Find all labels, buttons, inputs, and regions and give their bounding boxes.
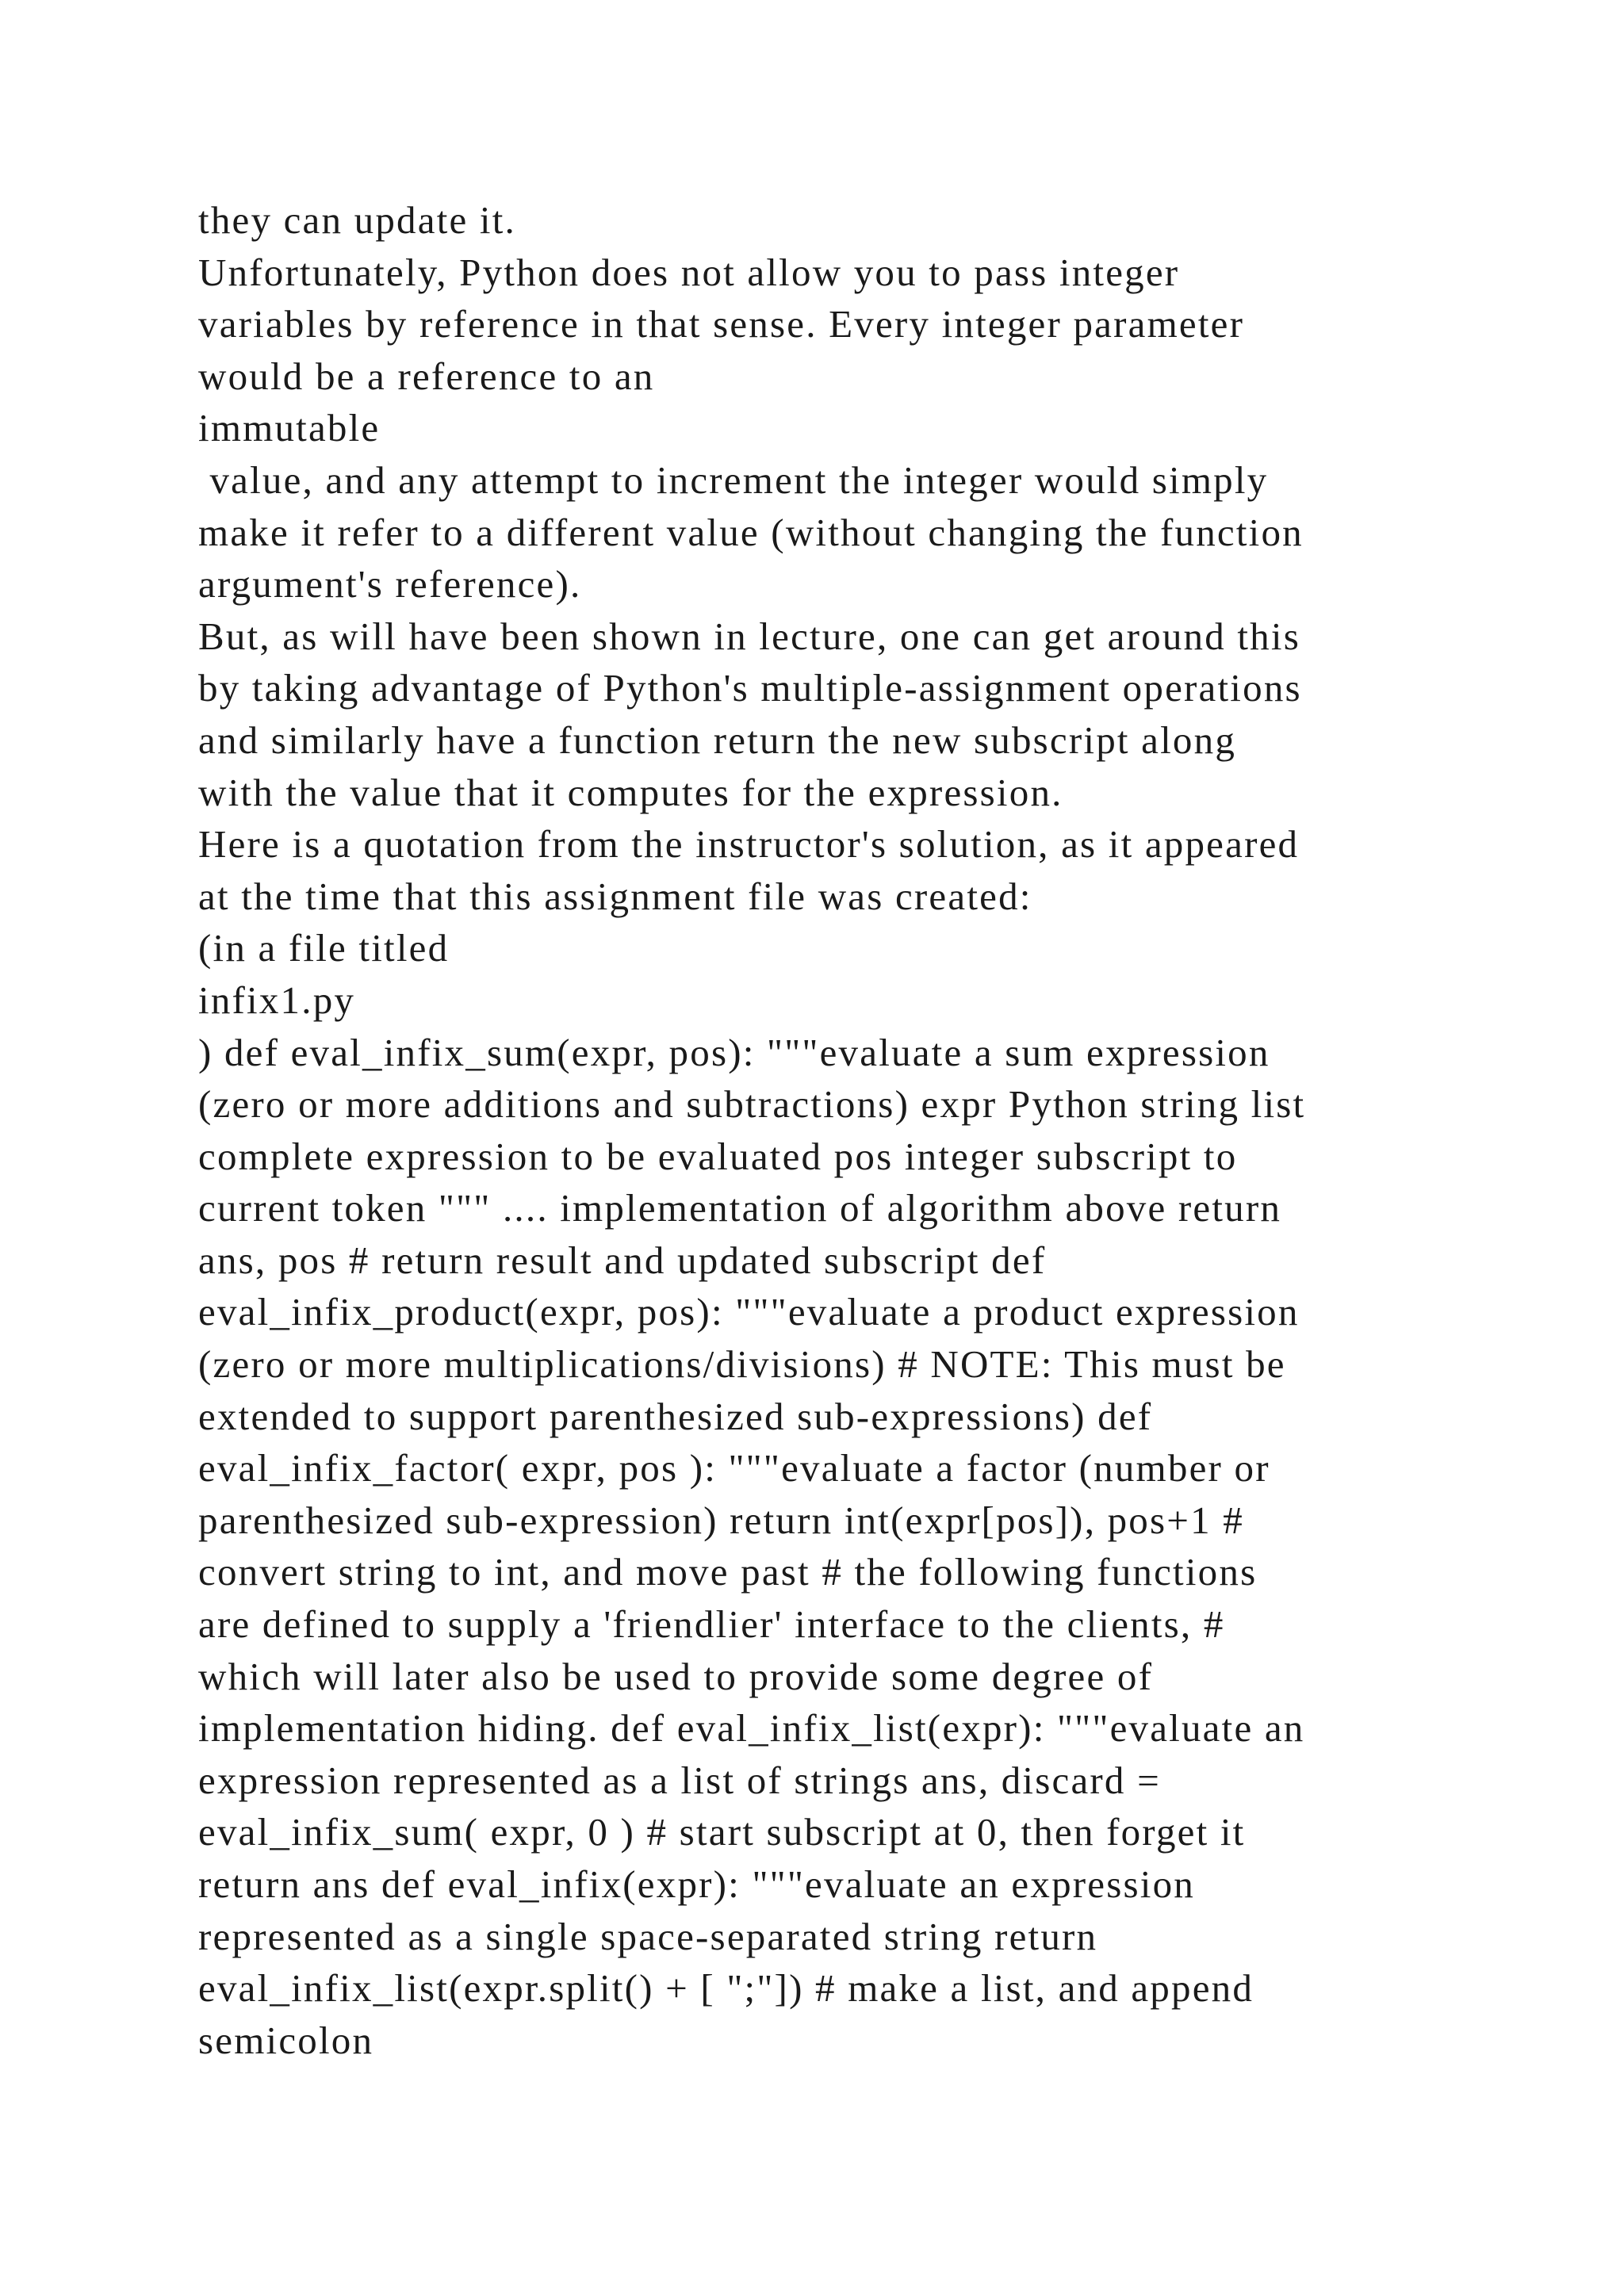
text-line: implementation hiding. def eval_infix_list(expr): """evaluate an	[198, 1706, 1305, 1751]
text-line: would be a reference to an	[198, 354, 655, 398]
text-line: current token """ .... implementation of algorithm above return	[198, 1186, 1282, 1230]
text-line: they can update it.	[198, 198, 516, 242]
text-line: Here is a quotation from the instructor's solution, as it appeared	[198, 822, 1300, 867]
text-line: argument's reference).	[198, 562, 582, 607]
text-line: with the value that it computes for the expression.	[198, 770, 1063, 814]
text-line: which will later also be used to provide some degree of	[198, 1654, 1154, 1698]
text-line: expression represented as a list of strings ans, discard =	[198, 1758, 1161, 1802]
text-line: at the time that this assignment file was created:	[198, 874, 1032, 918]
text-line: semicolon	[198, 2018, 374, 2062]
text-line: But, as will have been shown in lecture, one can get around this	[198, 614, 1300, 658]
text-line: convert string to int, and move past # the following functions	[198, 1550, 1258, 1594]
text-line: eval_infix_list(expr.split() + [ ";"]) # make a list, and append	[198, 1966, 1254, 2011]
text-line: variables by reference in that sense. Every integer parameter	[198, 302, 1245, 346]
text-line: Unfortunately, Python does not allow you to pass integer	[198, 250, 1180, 294]
text-line: by taking advantage of Python's multiple-assignment operations	[198, 666, 1302, 710]
text-line: eval_infix_sum( expr, 0 ) # start subscript at 0, then forget it	[198, 1810, 1246, 1854]
text-line: infix1.py	[198, 978, 356, 1022]
text-line: parenthesized sub-expression) return int(expr[pos]), pos+1 #	[198, 1498, 1244, 1542]
text-line: (zero or more multiplications/divisions) # NOTE: This must be	[198, 1342, 1286, 1387]
text-line: eval_infix_factor( expr, pos ): """evaluate a factor (number or	[198, 1446, 1270, 1490]
text-line: complete expression to be evaluated pos integer subscript to	[198, 1134, 1238, 1178]
text-line: value, and any attempt to increment the integer would simply	[198, 457, 1269, 502]
text-line: ) def eval_infix_sum(expr, pos): """evaluate a sum expression	[198, 1030, 1270, 1074]
text-line: make it refer to a different value (without changing the function	[198, 510, 1304, 554]
text-line: represented as a single space-separated string return	[198, 1914, 1098, 1958]
text-line: extended to support parenthesized sub-expressions) def	[198, 1394, 1153, 1438]
text-line: (zero or more additions and subtractions) expr Python string list	[198, 1082, 1306, 1127]
text-line: are defined to supply a 'friendlier' interface to the clients, #	[198, 1602, 1225, 1647]
text-line: immutable	[198, 406, 381, 450]
text-line: and similarly have a function return the new subscript along	[198, 718, 1237, 762]
text-line: eval_infix_product(expr, pos): """evaluate a product expression	[198, 1290, 1300, 1334]
text-line: ans, pos # return result and updated subscript def	[198, 1238, 1047, 1282]
document-page	[198, 194, 1499, 2066]
text-line: return ans def eval_infix(expr): """evaluate an expression	[198, 1862, 1195, 1906]
text-line: (in a file titled	[198, 926, 450, 970]
